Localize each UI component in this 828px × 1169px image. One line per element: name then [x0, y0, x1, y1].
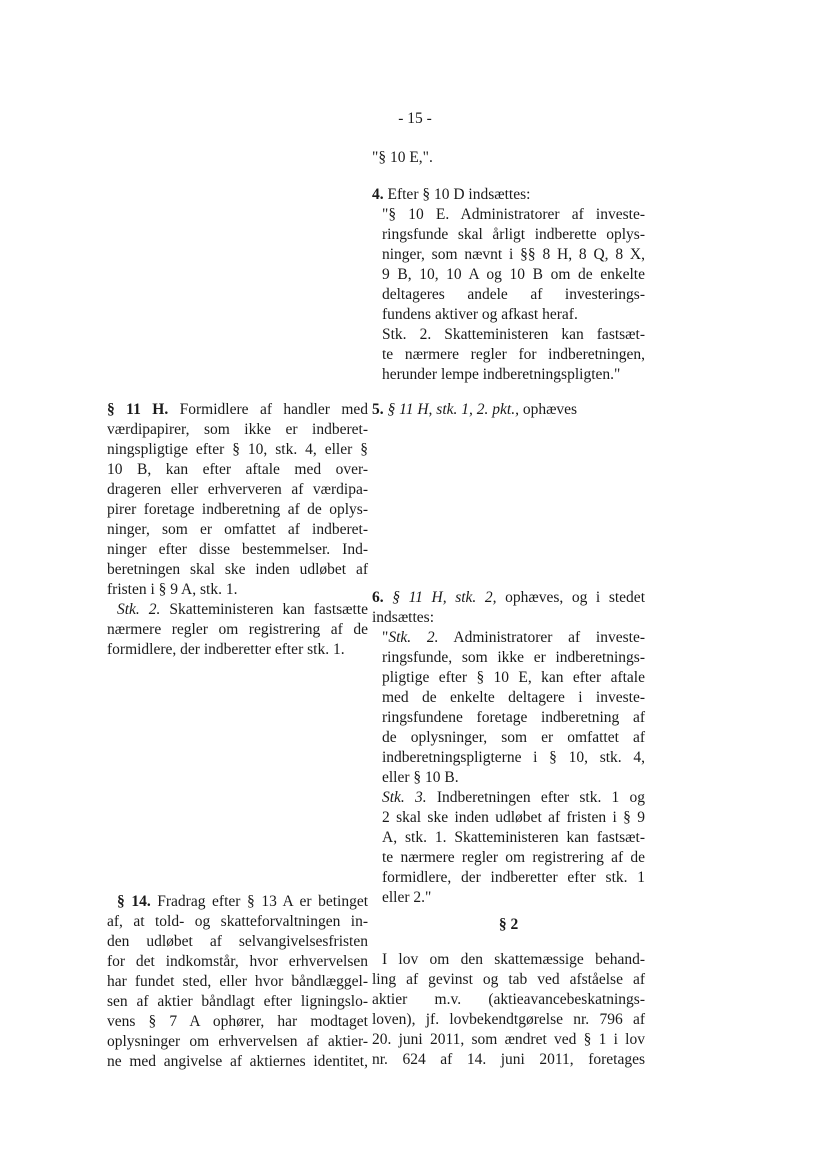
item-6-stk2-label: Stk. 2. [388, 629, 439, 646]
p11h-stk2-line: nærmere regler om registrering af de [107, 621, 368, 638]
p14-first-line [117, 892, 368, 912]
p14-heading: § 14. [117, 893, 151, 910]
item-6-stk3-line: A, stk. 1. Skatteministeren kan fastsæt- [382, 829, 645, 846]
p11h-stk2-text: Skatteministeren kan fastsætte [160, 601, 369, 618]
p14-line: den udløbet af selvangivelsesfristen [107, 933, 368, 950]
item-5-text: ophæves [518, 401, 578, 418]
section-2-line: 20. juni 2011, som ændret ved § 1 i lov [372, 1031, 645, 1048]
item-4-line: ninger, som nævnt i §§ 8 H, 8 Q, 8 X, [382, 246, 645, 263]
p14-line: ne med angivelse af aktiernes identitet, [107, 1053, 368, 1070]
item-4-line: fundens aktiver og afkast heraf. [382, 306, 578, 323]
item-4-text: Efter § 10 D indsættes: [383, 186, 531, 203]
item-6-reference: § 11 H, stk. 2, [383, 589, 497, 606]
item-4-line: "§ 10 E. Administratorer af investe- [382, 206, 645, 223]
item-6-line: indberetningspligterne i § 10, stk. 4, [382, 749, 645, 766]
item-4-line: 9 B, 10, 10 A og 10 B om de enkelte [382, 266, 645, 283]
item-6-line: pligtige efter § 10 E, kan efter aftale [382, 669, 645, 686]
p11h-line: værdipapirer, som ikke er indberet- [107, 421, 368, 438]
p14-line: sen af aktier båndlagt efter ligningslo- [107, 993, 368, 1010]
item-5-reference: § 11 H, stk. 1, 2. pkt., [383, 401, 519, 418]
p14-line: har fundet sted, eller hvor båndlæggel- [107, 973, 368, 990]
item-6-line: ringsfundene foretage indberetning af [382, 709, 645, 726]
item-6-line: ringsfunde, som ikke er indberetnings- [382, 649, 645, 666]
p14-text: Fradrag efter § 13 A er betinget [150, 893, 369, 910]
item-4-stk2-line: herunder lempe indberetningspligten." [382, 366, 621, 383]
item-4-stk2-line: Stk. 2. Skatteministeren kan fastsæt- [382, 326, 645, 343]
item-6-stk2-first-line [382, 628, 645, 648]
item-4-line: ringsfunde skal årligt indberette oplys- [382, 226, 645, 243]
item-6-line2: indsættes: [372, 609, 435, 626]
item-6-stk3-text: Indberetningen efter stk. 1 og [426, 789, 645, 806]
section-2-line: nr. 624 af 14. juni 2011, foretages [372, 1051, 645, 1068]
p11h-line: 10 B, kan efter aftale med over- [107, 461, 368, 478]
item-6-line: eller § 10 B. [382, 769, 459, 786]
p14-line: oplysninger om erhvervelsen af aktier- [107, 1033, 368, 1050]
p11h-line: drageren eller erhververen af værdipa- [107, 481, 368, 498]
amendment-top-line: "§ 10 E,". [372, 149, 433, 166]
section-2-line: loven), jf. lovbekendtgørelse nr. 796 af [372, 1011, 645, 1028]
section-2-heading: § 2 [498, 916, 519, 933]
p11h-heading: § 11 H. [107, 401, 169, 418]
item-5 [372, 400, 577, 420]
p11h-line: ninger efter disse bestemmelser. Ind- [107, 541, 368, 558]
item-6-stk3-label: Stk. 3. [382, 789, 427, 806]
item-6-stk3-line: eller 2." [382, 889, 432, 906]
p14-line: for det indkomstår, hvor erhvervelsen [107, 953, 368, 970]
item-6-stk3-line: formidlere, der indberetter efter stk. 1 [382, 869, 645, 886]
item-4-intro [372, 185, 530, 205]
p11h-stk2-line: formidlere, der indberetter efter stk. 1. [107, 641, 345, 658]
item-6-stk3-line: 2 skal ske inden udløbet af fristen i § 9 [382, 809, 645, 826]
p11h-text: Formidlere af handler med [168, 401, 369, 418]
section-2-line: aktier m.v. (aktieavancebeskatnings- [372, 991, 645, 1008]
item-6-line: med de enkelte deltagere i investe- [382, 689, 645, 706]
item-4-line: deltageres andele af investerings- [382, 286, 645, 303]
p11h-line: ningspligtige efter § 10, stk. 4, eller § [107, 441, 368, 458]
p14-line: af, at told- og skatteforvaltningen in- [107, 913, 368, 930]
item-4-stk2-line: te nærmere regler for indberetningen, [382, 346, 645, 363]
p11h-stk2-label: Stk. 2. [117, 601, 161, 618]
p11h-stk2-first-line [117, 600, 368, 620]
section-2-line: I lov om den skattemæssige behand- [382, 951, 645, 968]
section-2-line: ling af gevinst og tab ved afståelse af [372, 971, 645, 988]
p11h-line: beretningen skal ske inden udløbet af [107, 561, 368, 578]
quote-mark: " [382, 629, 389, 646]
item-6-stk3-first-line [382, 788, 645, 808]
item-6-number: 6. [372, 589, 384, 606]
item-6-stk2-text: Administratorer af investe- [438, 629, 645, 646]
item-6-line: de oplysninger, som er omfattet af [382, 729, 645, 746]
p11h-line: pirer foretage indberetning af de oplys- [107, 501, 368, 518]
p11h-line: fristen i § 9 A, stk. 1. [107, 581, 238, 598]
item-5-number: 5. [372, 401, 384, 418]
item-6-stk3-line: te nærmere regler om registrering af de [382, 849, 645, 866]
page-number: - 15 - [398, 110, 432, 127]
p14-line: vens § 7 A ophører, har modtaget [107, 1013, 368, 1030]
p11h-first-line [107, 400, 368, 420]
p11h-line: ninger, som er omfattet af indberet- [107, 521, 368, 538]
item-4-number: 4. [372, 186, 384, 203]
item-6-text: ophæves, og i stedet [496, 589, 645, 606]
item-6-intro [372, 588, 645, 608]
